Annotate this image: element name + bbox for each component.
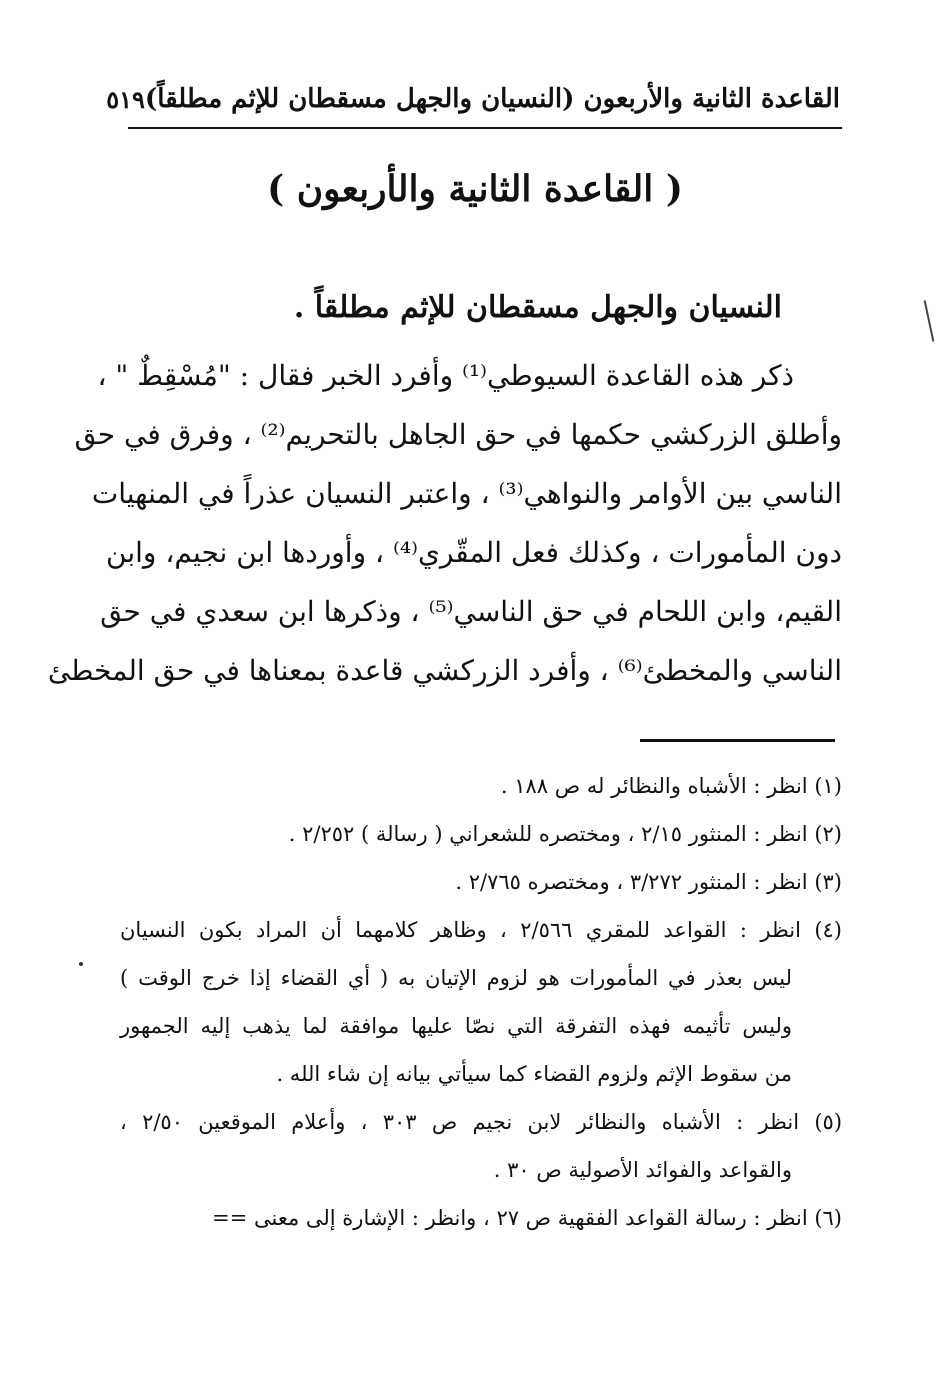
footnote-6: (٦) انظر : رسالة القواعد الفقهية ص ٢٧ ، وانظر : الإشارة إلى معنى == [212, 1206, 842, 1230]
footnote-4: (٤) انظر : القواعد للمقري ٢/٥٦٦ ، وظاهر كلامهما أن المراد بكون النسيان [120, 918, 842, 942]
footnote-5-continuation: والقواعد والفوائد الأصولية ص ٣٠ . [493, 1158, 792, 1182]
body-line: دون المأمورات ، وكذلك فعل المقّري⁽⁴⁾ ، وأوردها ابن نجيم، وابن [106, 536, 842, 569]
chapter-heading: ( القاعدة الثانية والأربعون ) [267, 168, 683, 210]
margin-stroke [924, 300, 935, 341]
margin-dot [79, 962, 83, 966]
body-line: القيم، وابن اللحام في حق الناسي⁽⁵⁾ ، وذكرها ابن سعدي في حق [100, 595, 842, 628]
body-line: ذكر هذه القاعدة السيوطي⁽¹⁾ وأفرد الخبر فقال : "مُسْقِطٌ " ، [97, 359, 794, 392]
footnote-4-continuation: من سقوط الإثم ولزوم القضاء كما سيأتي بيانه إن شاء الله . [276, 1062, 792, 1086]
rule-statement: النسيان والجهل مسقطان للإثم مطلقاً . [293, 290, 782, 325]
footnote-5: (٥) انظر : الأشباه والنظائر لابن نجيم ص ٣٠٣ ، وأعلام الموقعين ٢/٥٠ ، [120, 1110, 843, 1134]
footnote-4-continuation: وليس تأثيمه فهذه التفرقة التي نصّا عليها موافقة لما يذهب إليه الجمهور [120, 1014, 792, 1038]
page-number: ٥١٩ [106, 84, 145, 114]
running-header-title: القاعدة الثانية والأربعون (النسيان والجهل مسقطان للإثم مطلقاً) [144, 84, 840, 114]
body-line: الناسي بين الأوامر والنواهي⁽³⁾ ، واعتبر النسيان عذراً في المنهيات [91, 477, 842, 510]
running-header [106, 74, 840, 124]
footnotes [120, 762, 842, 1242]
footnote-2: (٢) انظر : المنثور ٢/١٥ ، ومختصره للشعراني ( رسالة ) ٢/٢٥٢ . [288, 822, 842, 846]
body-line: الناسي والمخطئ⁽⁶⁾ ، وأفرد الزركشي قاعدة بمعناها في حق المخطئ [47, 654, 842, 687]
footnote-separator [640, 739, 835, 742]
body-text [47, 346, 842, 700]
body-line: وأطلق الزركشي حكمها في حق الجاهل بالتحريم⁽²⁾ ، وفرق في حق [74, 418, 842, 451]
footnote-1: (١) انظر : الأشباه والنظائر له ص ١٨٨ . [500, 774, 842, 798]
footnote-3: (٣) انظر : المنثور ٣/٢٧٢ ، ومختصره ٢/٧٦٥ . [455, 870, 842, 894]
header-divider [128, 127, 842, 129]
footnote-4-continuation: ليس بعذر في المأمورات هو لزوم الإتيان به ( أي القضاء إذا خرج الوقت ) [120, 966, 792, 990]
